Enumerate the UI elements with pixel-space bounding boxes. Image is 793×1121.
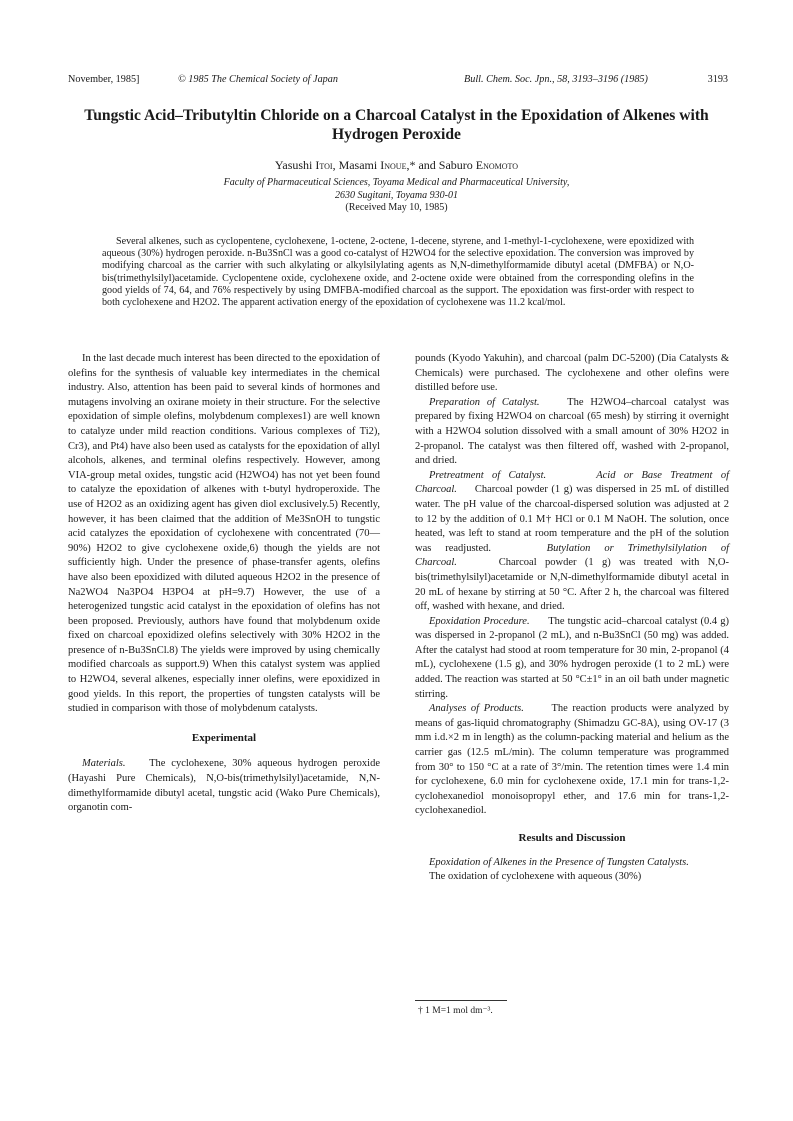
author-sep: ,	[332, 158, 339, 172]
abstract: Several alkenes, such as cyclopentene, cyclohexene, 1-octene, 2-octene, 1-decene, styrene, and 1-methyl-1-cyclohexene, were epoxidized with aqueous (30%) hydrogen peroxide. n-Bu3SnCl was a good co-catalyst of H2WO4 for the selective epoxidation. The conversion was improved by modifying charcoal as the carrier with such alkylating or alkylsilylating agents as N,N-dimethylformamide dibutyl acetal (DMFBA) or N,O-bis(trimethylsilyl)acetamide. Cyclopentene oxide, cyclohexene oxide, and 2-octene oxide were obtained from the corresponding olefins in the good yields of 74, 64, and 76% respectively by using DMFBA-modified charcoal as the support. The epoxidation was first-order with respect to both cyclohexene and H2O2. The apparent activation energy of the epoxidation of cyclohexene was 11.2 kcal/mol.	[102, 236, 694, 309]
analyses-paragraph	[415, 702, 729, 819]
affiliation-line: Faculty of Pharmaceutical Sciences, Toyama Medical and Pharmaceutical University,	[223, 177, 570, 188]
header-date: November, 1985]	[68, 74, 140, 85]
analyses-title: Analyses of Products.	[429, 703, 524, 715]
header-copyright: © 1985 The Chemical Society of Japan	[178, 74, 338, 85]
pretreatment-paragraph	[415, 469, 729, 615]
affiliation-address: 2630 Sugitani, Toyama 930-01	[335, 189, 458, 201]
results-text: The oxidation of cyclohexene with aqueous (30%)	[429, 871, 642, 883]
butylation-text: Charcoal powder (1 g) was treated with N,O-bis(trimethylsilyl)acetamide or N,N-dimethylformamide dibutyl acetal in 20 mL of hexane by stirring at 50 °C. After 2 h, the charcoal was filtered off, washed with hexane, and dried.	[415, 557, 730, 613]
author-given: Yasushi	[274, 158, 313, 172]
preparation-title: Preparation of Catalyst.	[429, 396, 540, 408]
results-subheading: Epoxidation of Alkenes in the Presence of Tungsten Catalysts.	[429, 856, 689, 868]
materials-paragraph	[68, 757, 380, 815]
received-date: (Received May 10, 1985)	[345, 202, 448, 213]
author-list	[80, 158, 713, 173]
page-number: 3193	[707, 74, 728, 85]
epoxidation-title: Epoxidation Procedure.	[429, 615, 530, 627]
pretreatment-title: Pretreatment of Catalyst.	[429, 469, 547, 481]
article-title: Tungstic Acid–Tributyltin Chloride on a Charcoal Catalyst in the Epoxidation of Alkenes with Hydrogen Peroxide	[84, 107, 709, 143]
materials-continued: pounds (Kyodo Yakuhin), and charcoal (palm DC-5200) (Dia Catalysts & Chemicals) were purchased. The cyclohexene and other olefins were distilled before use.	[415, 353, 729, 394]
author-family: Enomoto	[475, 158, 519, 172]
experimental-heading: Experimental	[191, 731, 257, 744]
author-sep: ,* and	[406, 158, 439, 172]
materials-title: Materials.	[82, 758, 126, 770]
left-column	[68, 352, 380, 816]
header-journal: Bull. Chem. Soc. Jpn., 58, 3193–3196 (1985)	[464, 74, 648, 85]
results-heading: Results and Discussion	[518, 832, 626, 844]
acid-treatment-title: Acid or Base Treatment of Charcoal.	[415, 469, 729, 496]
running-header	[68, 74, 728, 88]
epoxidation-text: The tungstic acid–charcoal catalyst (0.4 g) was dispersed in 2-propanol (2 mL), and n-Bu3SnCl (50 mg) was added. After the catalyst had stood at room temperature for 30 min, 2-propanol (4 mL), cyclohexene (1.5 g), and 30% hydrogen peroxide (1 to 2 mL) were added. The reaction was started at 50 °C±1° in an oil bath under magnetic stirring.	[415, 615, 729, 700]
analyses-text: The reaction products were analyzed by means of gas-liquid chromatography (Shimadzu GC-8A), using OV-17 (3 mm i.d.×2 m in length) as the column-packing material and helium as the carrier gas (12.5 mL/min). The column temperature was programmed from 30° to 150 °C at a rate of 3°/min. The retention times were 1.4 min for cyclohexene, 6.0 min for cyclohexene oxide, 17.1 min for trans-1,2-cyclohexanediol monoisopropyl ether, and 17.6 min for trans-1,2-cyclohexanediol.	[415, 703, 730, 817]
acid-treatment-text: Charcoal powder (1 g) was dispersed in 25 mL of distilled water. The pH value of the charcoal-dispersed solution was adjusted at 2 to 12 by the addition of 0.1 M† HCl or 0.1 M NaOH. The solution, once heated, was left to stand at room temperature and the pH of the solution was readjusted.	[415, 484, 730, 554]
author-family: Itoi	[315, 158, 333, 172]
footnote: † 1 M=1 mol dm⁻³.	[418, 1006, 493, 1016]
preparation-text: The H2WO4–charcoal catalyst was prepared by fixing H2WO4 on charcoal (65 mesh) by stirring it overnight with a H2WO4 solution dissolved with a small amount of 30% H2O2 in 2-propanol. The catalyst was then filtered off, washed with 2-propanol, and dried.	[415, 396, 729, 467]
epoxidation-paragraph	[415, 615, 729, 703]
introduction-text: In the last decade much interest has been directed to the epoxidation of olefins for the synthesis of valuable key intermediates in the chemical industry. Also, attention has been paid to several kinds of hormones and mutagens involving an oxirane moiety in their structure. For the selective epoxidation of simple olefins, molybdenum complexes1) are well known to catalyze under mild reaction conditions. Various complexes of Ti2), Cr3), and Pt4) have also been used as catalysts for the epoxidation of allyl alcohols, alkenes, and terminal olefins respectively. However, among VIA-group metal oxides, tungstic acid (H2WO4) has not yet been found to catalyze the epoxidation of alkenes with t-butyl hydroperoxide. The use of H2O2 as an oxidizing agent has given diol exclusively.5) Recently, however, it has been claimed that the addition of Me3SnOH to tungstic acid catalyzes the epoxidation of cyclohexene with concentrated (70—90%) H2O2 to give cyclohexene oxide,6) though the yields are not sufficiently high. Under the presence of phase-transfer agents, olefins have also been epoxidized with diluted aqueous H2O2 in the presence of Na2WO4 Na3PO4 H3PO4 at pH=9.7) However, the use of a heterogenized tungstic acid catalyst in the epoxidation of olefins has not been proposed. Previously, authors have found that molybdenum oxide fixed on charcoal epoxidized olefins selectively with 30% H2O2 in the presence of n-Bu3SnCl.8) The yields were improved by using chemically modified charcoals as support.9) When this catalyst system was applied to H2WO4, several alkenes, especially inner olefins, were epoxidized in good yields. In this report, the properties of tungsten catalysts will be studied in comparison with those of molybdenum catalysts.	[68, 353, 380, 715]
author-family: Inoue	[380, 158, 407, 172]
materials-text: The cyclohexene, 30% aqueous hydrogen peroxide (Hayashi Pure Chemicals), N,O-bis(trimethylsilyl)acetamide, N,N-dimethylformamide dibutyl acetal, tungstic acid (Wako Pure Chemicals), organotin com-	[68, 758, 381, 814]
author-given: Saburo	[438, 158, 473, 172]
author-given: Masami	[338, 158, 378, 172]
preparation-paragraph	[415, 396, 729, 469]
footnote-rule	[415, 1000, 507, 1001]
right-column	[415, 352, 729, 885]
butylation-title: Butylation or Trimethylsilylation of Charcoal.	[415, 542, 729, 569]
affiliation	[80, 177, 713, 215]
